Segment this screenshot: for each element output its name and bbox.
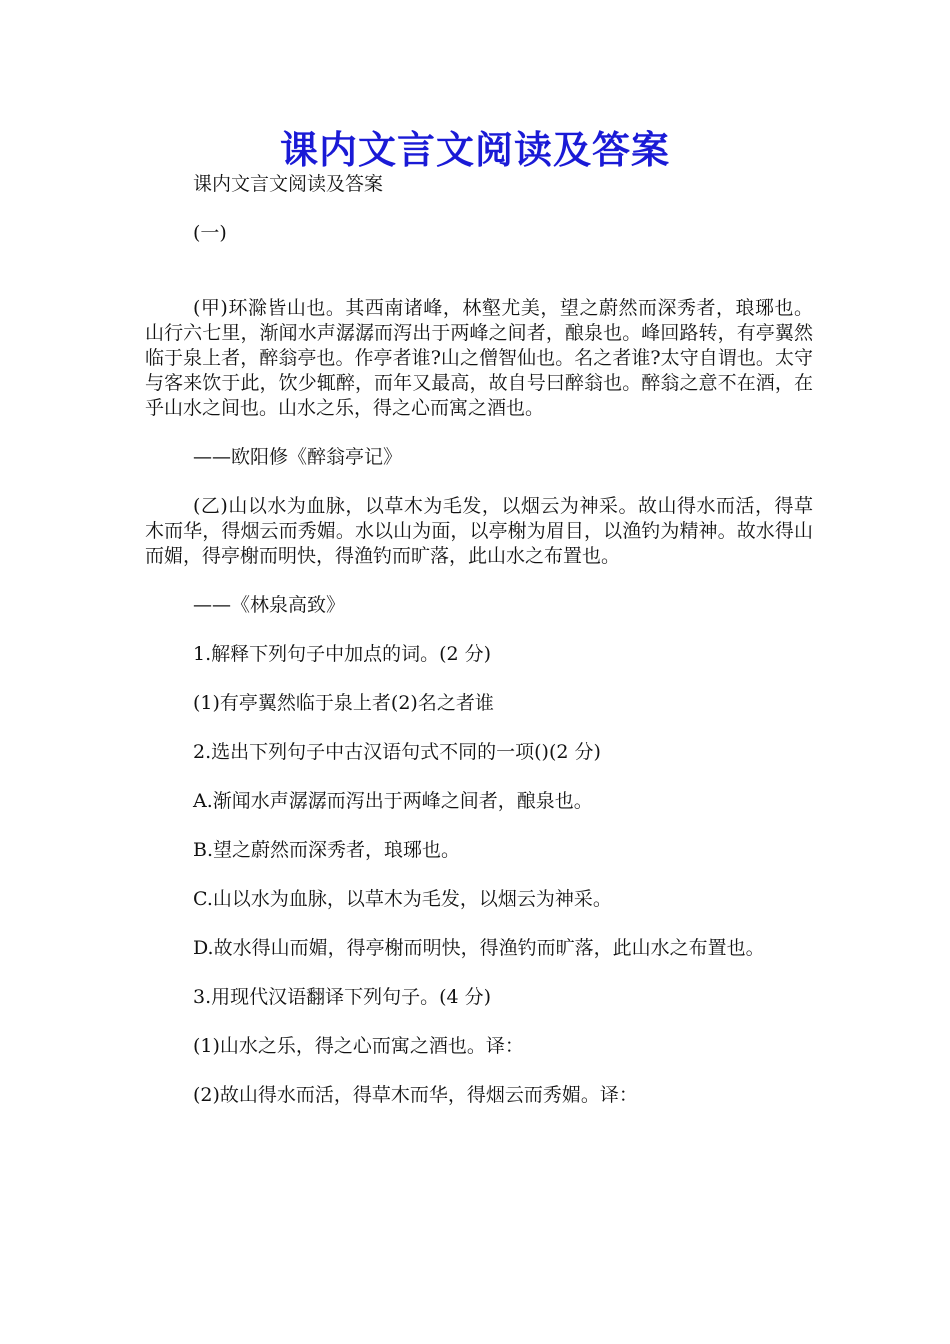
document-body (145, 172, 813, 1108)
question-3-item-2: (2)故山得水而活，得草木而华，得烟云而秀媚。译： (193, 1084, 638, 1106)
question-2-option-b: B.望之蔚然而深秀者，琅琊也。 (193, 839, 461, 861)
section-mark: (一) (193, 222, 227, 244)
document-title: 课内文言文阅读及答案 (279, 127, 670, 172)
passage-a: (甲)环滁皆山也。其西南诸峰，林壑尤美，望之蔚然而深秀者，琅琊也。山行六七里，渐闻水声潺潺而泻出于两峰之间者，酿泉也。峰回路转，有亭翼然临于泉上者，醉翁亭也。作亭者谁?山之僧智仙也。名之者谁?太守自谓也。太守与客来饮于此，饮少辄醉，而年又最高，故自号曰醉翁也。醉翁之意不在酒，在乎山水之间也。山水之乐，得之心而寓之酒也。 (145, 297, 813, 419)
question-2-option-d: D.故水得山而媚，得亭榭而明快，得渔钓而旷落，此山水之布置也。 (193, 937, 765, 959)
subtitle-paragraph: 课内文言文阅读及答案 (193, 173, 384, 195)
question-2-option-c: C.山以水为血脉，以草木为毛发，以烟云为神采。 (193, 888, 612, 910)
question-2: 2.选出下列句子中古汉语句式不同的一项()(2 分) (193, 741, 601, 763)
question-3: 3.用现代汉语翻译下列句子。(4 分) (193, 986, 492, 1008)
question-1-items: (1)有亭翼然临于泉上者(2)名之者谁 (193, 692, 494, 714)
question-2-option-a: A.渐闻水声潺潺而泻出于两峰之间者，酿泉也。 (193, 790, 593, 812)
question-3-item-1: (1)山水之乐，得之心而寓之酒也。译： (193, 1035, 524, 1057)
question-1: 1.解释下列句子中加点的词。(2 分) (193, 643, 492, 665)
passage-b: (乙)山以水为血脉，以草木为毛发，以烟云为神采。故山得水而活，得草木而华，得烟云而秀媚。水以山为面，以亭榭为眉目，以渔钓为精神。故水得山而媚，得亭榭而明快，得渔钓而旷落，此山水之布置也。 (145, 495, 813, 567)
source-a: ——欧阳修《醉翁亭记》 (193, 446, 403, 468)
source-b: ——《林泉高致》 (193, 594, 346, 616)
